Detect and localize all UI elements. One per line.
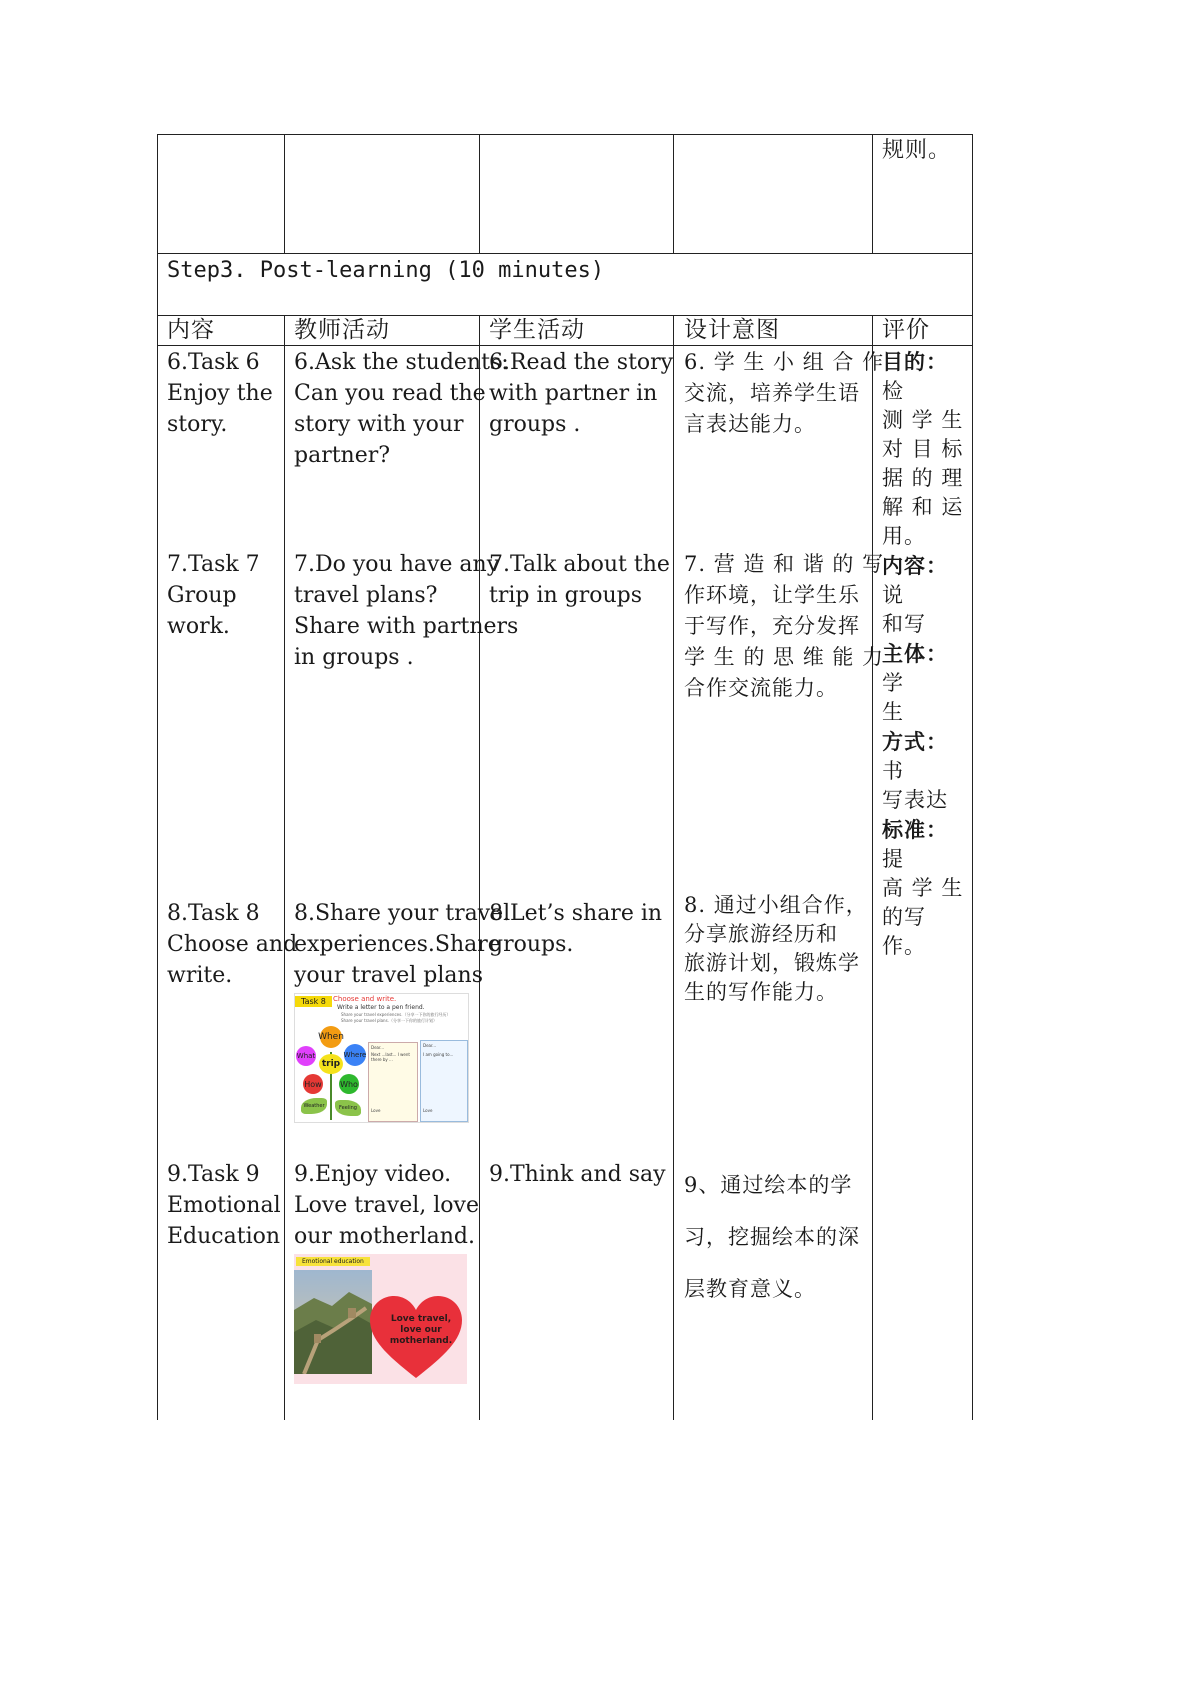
row6-student: 6.Read the story with partner in groups . xyxy=(489,350,674,437)
leaf-weather: Weather xyxy=(301,1098,327,1114)
row8-student: 8.Let’s share in groups. xyxy=(489,901,663,957)
header-teacher-activity: 教师活动 xyxy=(294,317,390,343)
column-divider xyxy=(673,315,674,1420)
bubble-how: How xyxy=(303,1074,323,1094)
letter-paper-2: Dear... I am going to... Love xyxy=(420,1040,468,1122)
column-divider xyxy=(972,134,973,1420)
row8-intent: 8. 通过小组合作， 分享旅游经历和 旅游计划，锻炼学 生的写作能力。 xyxy=(684,893,868,1004)
bubble-who: Who xyxy=(339,1074,359,1094)
header-evaluation: 评价 xyxy=(882,317,930,343)
eval-tail-text: 规则。 xyxy=(882,138,952,163)
row9-intent: 9、通过绘本的学 习，挖掘绘本的深 层教育意义。 xyxy=(684,1173,860,1301)
row7-student: 7.Talk about the trip in groups xyxy=(489,552,670,608)
column-divider xyxy=(872,315,873,1420)
column-divider xyxy=(284,134,285,254)
row8-content: 8.Task 8 Choose and write. xyxy=(167,901,298,988)
row7-content: 7.Task 7 Group work. xyxy=(167,552,260,639)
bubble-where: Where xyxy=(344,1044,366,1066)
bubble-trip: trip xyxy=(319,1054,343,1074)
step-label: Step3. Post-learning (10 minutes) xyxy=(167,258,605,283)
header-design-intent: 设计意图 xyxy=(684,317,780,343)
slide-tag: Emotional education xyxy=(296,1257,370,1266)
row9-content: 9.Task 9 Emotional Education xyxy=(167,1162,281,1249)
row9-student: 9.Think and say xyxy=(489,1162,666,1187)
leaf-feeling: Feeling xyxy=(335,1100,361,1116)
column-divider xyxy=(284,315,285,1420)
header-content: 内容 xyxy=(167,317,215,343)
slide-hint-1: Share your travel experiences.（分享一下你的旅行经历） xyxy=(341,1012,451,1017)
heart-text: Love travel, love our motherland. xyxy=(389,1314,453,1346)
row9-teacher: 9.Enjoy video. Love travel, love our motherland. xyxy=(294,1162,479,1249)
column-divider xyxy=(157,134,158,1420)
column-divider xyxy=(872,134,873,254)
column-divider xyxy=(479,315,480,1420)
bubble-what: What xyxy=(296,1046,316,1066)
evaluation-cell: 目的：检 测 学 生 对 目 标 据 的 理 解 和 运 用。 内容：说 和写 主体：学 生 方式：书 写表达 标准：提 高 学 生 的写作。 xyxy=(882,349,964,958)
task8-slide-image xyxy=(294,993,469,1123)
row7-teacher: 7.Do you have any travel plans? Share with partners in groups . xyxy=(294,552,519,670)
column-divider xyxy=(673,134,674,254)
slide-tag: Task 8 xyxy=(295,996,332,1007)
row8-teacher: 8.Share your travel experiences.Share your travel plans xyxy=(294,901,511,988)
column-divider xyxy=(479,134,480,254)
task9-slide-image xyxy=(294,1254,467,1384)
bubble-when: When xyxy=(320,1026,342,1048)
row6-teacher: 6.Ask the students: Can you read the story with your partner? xyxy=(294,350,509,468)
row6-intent: 6. 学 生 小 组 合 作 交流，培养学生语 言表达能力。 xyxy=(684,350,885,436)
slide-title: Choose and write. xyxy=(333,995,397,1003)
row6-content: 6.Task 6 Enjoy the story. xyxy=(167,350,273,437)
great-wall-photo xyxy=(294,1270,372,1374)
slide-subtitle: Write a letter to a pen friend. xyxy=(337,1004,425,1011)
row-divider xyxy=(157,253,973,254)
header-student-activity: 学生活动 xyxy=(489,317,585,343)
row7-intent: 7. 营 造 和 谐 的 写 作环境，让学生乐 于写作，充分发挥 学 生 的 思 维 能 力 合作交流能力。 xyxy=(684,552,885,700)
slide-hint-2: Share your travel plans.（分享一下你的旅行计划） xyxy=(341,1018,437,1023)
letter-paper-1: Dear... Next ...last... I went there by ... Love xyxy=(368,1042,418,1122)
table-top-border xyxy=(157,134,973,135)
